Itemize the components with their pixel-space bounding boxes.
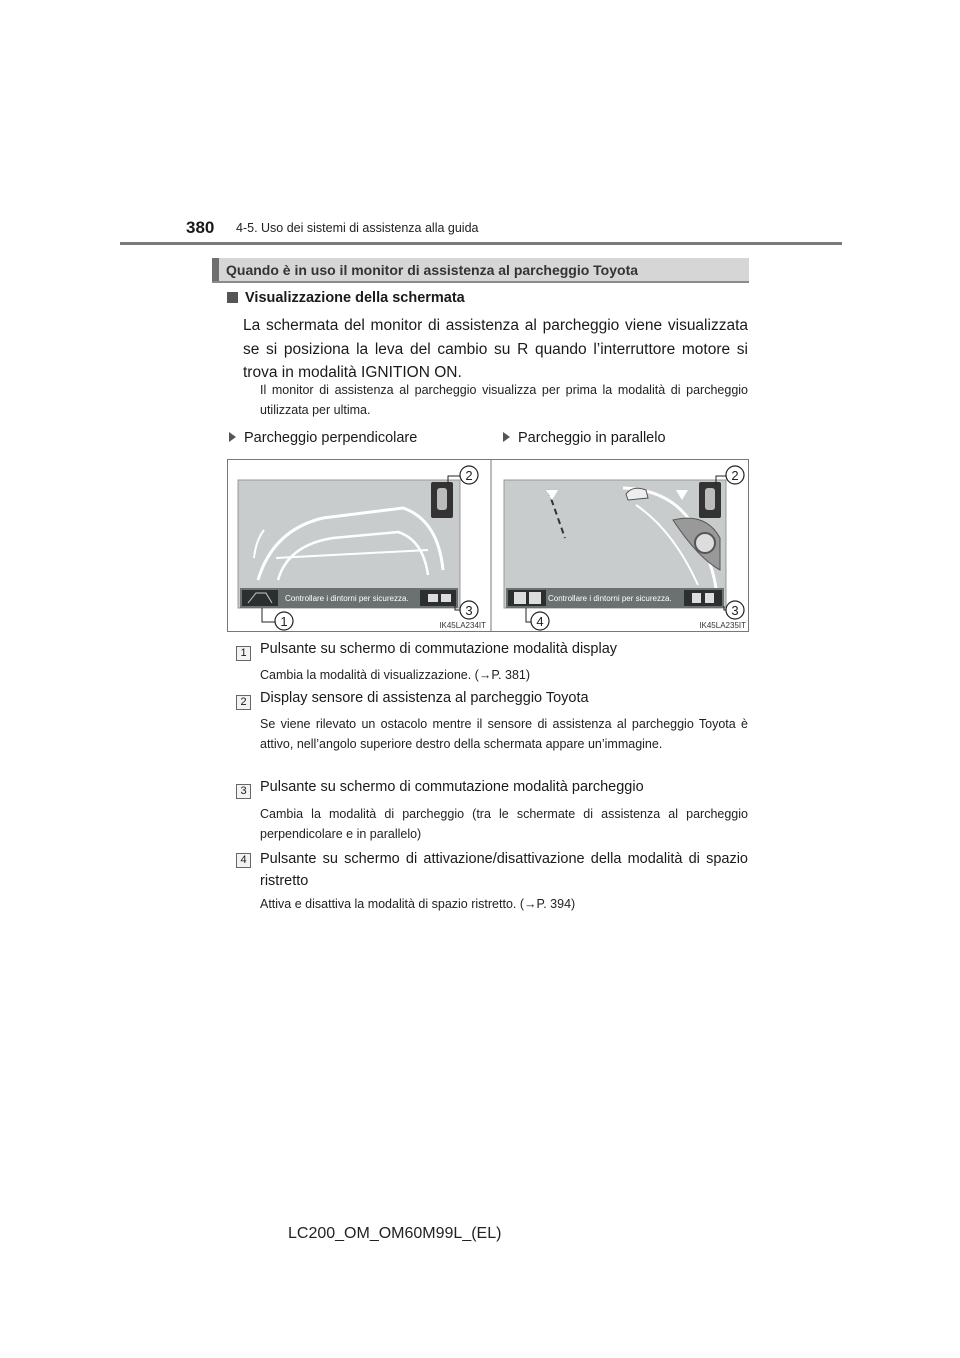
page-number: 380 <box>186 218 215 237</box>
caption-perpendicular-text: Parcheggio perpendicolare <box>244 430 418 446</box>
perpendicular-screen <box>238 480 460 608</box>
callout-1: 1 <box>280 614 288 629</box>
header-rule <box>120 242 842 245</box>
item-2-description: Se viene rilevato un ostacolo mentre il sensore di assistenza al parcheggio Toyota è attivo, nell’angolo superiore destro della schermata appare un’immagine. <box>260 717 748 751</box>
figure-code-left: IK45LA234IT <box>439 621 486 630</box>
callout-4: 4 <box>536 614 544 629</box>
subsection-heading <box>227 290 465 306</box>
section-banner <box>212 258 749 283</box>
callout-3-right: 3 <box>731 603 739 618</box>
item-4-number: 4 <box>236 850 251 868</box>
triangle-bullet-icon <box>503 432 510 442</box>
item-1-title: Pulsante su schermo di commutazione modalità display <box>260 641 618 657</box>
item-3-description: Cambia la modalità di parcheggio (tra le schermate di assistenza al parcheggio perpendicolare e in parallelo) <box>260 807 748 841</box>
caption-perpendicular <box>229 430 417 446</box>
parking-assist-figure <box>227 459 749 632</box>
square-bullet-icon <box>227 292 238 303</box>
item-3-number: 3 <box>236 781 251 799</box>
item-4-description: Attiva e disattiva la modalità di spazio ristretto. (→P. 394) <box>260 897 576 911</box>
subsection-heading-text: Visualizzazione della schermata <box>245 290 465 306</box>
right-screen-message: Controllare i dintorni per sicurezza. <box>548 594 672 603</box>
item-2-title: Display sensore di assistenza al parcheggio Toyota <box>260 690 589 706</box>
caption-parallel <box>503 430 666 446</box>
subsection-note: Il monitor di assistenza al parcheggio visualizza per prima la modalità di parcheggio utilizzata per ultima. <box>260 383 748 417</box>
callout-3-left: 3 <box>465 603 473 618</box>
banner-accent <box>212 258 219 281</box>
document-code: LC200_OM_OM60M99L_(EL) <box>288 1225 502 1242</box>
banner-title: Quando è in uso il monitor di assistenza al parcheggio Toyota <box>226 262 639 278</box>
parallel-screen <box>504 480 726 608</box>
callout-2-left: 2 <box>465 468 473 483</box>
item-4-title: Pulsante su schermo di attivazione/disattivazione della modalità di spazio ristretto <box>260 851 748 889</box>
section-title: 4-5. Uso dei sistemi di assistenza alla guida <box>236 221 479 235</box>
subsection-body: La schermata del monitor di assistenza al parcheggio viene visualizzata se si posiziona la leva del cambio su R quando l’interruttore motore si trova in modalità IGNITION ON. <box>243 317 748 381</box>
item-2-number: 2 <box>236 692 251 710</box>
figure-code-right: IK45LA235IT <box>699 621 746 630</box>
item-1-description: Cambia la modalità di visualizzazione. (→P. 381) <box>260 668 531 682</box>
figure-illustration <box>228 460 748 631</box>
item-1-number: 1 <box>236 643 251 661</box>
callout-2-right: 2 <box>731 468 739 483</box>
caption-parallel-text: Parcheggio in parallelo <box>518 430 666 446</box>
item-3-title: Pulsante su schermo di commutazione modalità parcheggio <box>260 779 644 795</box>
left-screen-message: Controllare i dintorni per sicurezza. <box>285 594 409 603</box>
triangle-bullet-icon <box>229 432 236 442</box>
